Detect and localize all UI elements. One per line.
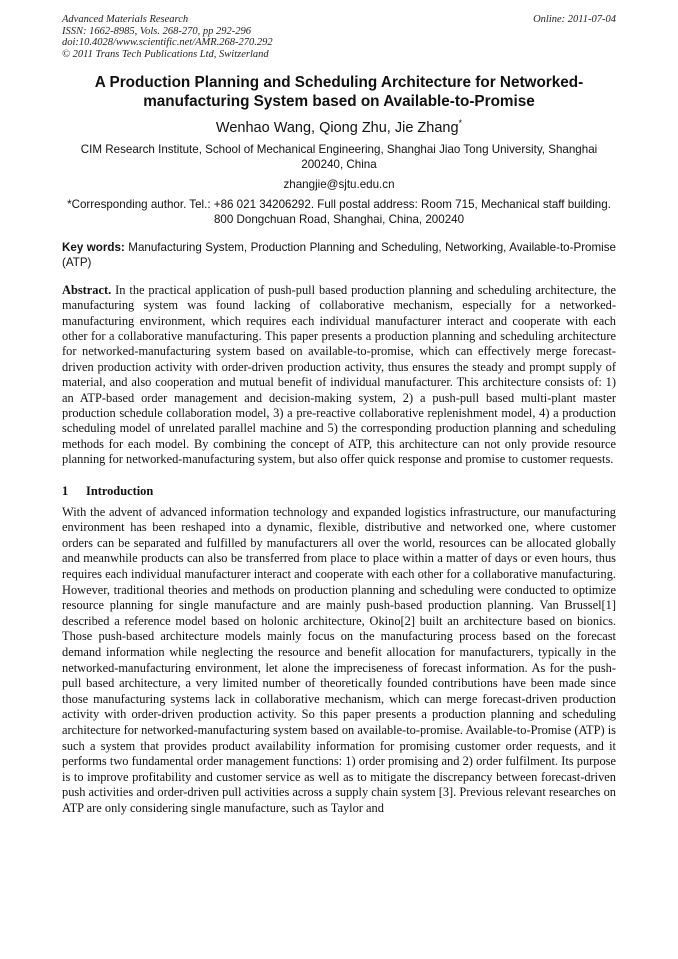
copyright-line: © 2011 Trans Tech Publications Ltd, Switzerland bbox=[62, 48, 269, 60]
keywords-text: Manufacturing System, Production Planning and Scheduling, Networking, Available-to-Promise (ATP) bbox=[62, 240, 616, 269]
corresponding-mark: * bbox=[458, 118, 463, 128]
section-title: Introduction bbox=[86, 483, 154, 498]
journal-name: Advanced Materials Research bbox=[62, 14, 189, 25]
issn-line: ISSN: 1662-8985, Vols. 268-270, pp 292-296 bbox=[62, 25, 251, 37]
doi-line: doi:10.4028/www.scientific.net/AMR.268-270.292 bbox=[62, 37, 273, 48]
section-heading bbox=[62, 483, 616, 499]
abstract bbox=[62, 283, 616, 468]
affiliation: CIM Research Institute, School of Mechanical Engineering, Shanghai Jiao Tong University, Shanghai 200240, China bbox=[80, 142, 598, 171]
introduction-paragraph: With the advent of advanced information technology and expanded logistics infrastructure, our manufacturing environment has been reshaped into a dynamic, flexible, distributive and networked one, where customer orders can be separated and fulfilled by manufacturers all over the world, resources can be allocated globally and meanwhile products can also be transferred from place to place within a matter of days or even hours, thus requires each individual manufacturer interact and cooperate with each other for a collaborative manufacturing. However, traditional theories and methods on production planning and scheduling were conducted to optimize resource planning for single manufacture and are mainly push-based production planning. Van Brussel[1] described a reference model based on holonic architecture, Okino[2] built an architecture based on bionics. Those push-based architecture models mainly focus on the manufacturing process based on the forecast demand information while neglecting the resource and benefit allocation for manufacturers, typically in the networked-manufacturing environment, let alone the impreciseness of forecast information. As for the push-pull based architecture, a very limited number of theoretically founded contributions have been made since those manufacturing systems lack in collaborative mechanism, which can merge forecast-driven production activity with order-driven production activity. So this paper presents a production planning and scheduling architecture for networked-manufacturing system based on available-to-promise. Available-to-Promise (ATP) is such a system that provides product availability information for promising customer order requests, and it performs two fundamental order management functions: 1) order promising and 2) order fulfilment. Its purpose is to improve profitability and customer service as well as to mitigate the discrepancy between forecast-driven push activities and order-driven pull activities across a supply chain system [3]. Previous relevant researches on ATP are only considering single manufacture, such as Taylor and bbox=[62, 504, 616, 815]
abstract-label: Abstract. bbox=[62, 282, 112, 297]
journal-header bbox=[62, 14, 616, 60]
paper-page bbox=[62, 14, 616, 817]
abstract-text: In the practical application of push-pull based production planning and scheduling architecture, the manufacturing system was found lacking of collaborative mechanism, especially for a networked-manufacturing environment, which requires each individual manufacturer interact and cooperate with each other for a collaborative manufacturing. This paper presents a production planning and scheduling architecture for networked-manufacturing system based on available-to-promise, which can effectively merge forecast-driven production activity with order-driven production activity, thus ensures the steady and prompt supply of material, and also cooperation and mutual benefit of individual manufacturer. This architecture consists of: 1) an ATP-based order management and decision-making system, 2) a push-pull based multi-plant master production schedule collaboration model, 3) a pre-reactive collaborative replenishment model, 4) a production scheduling model of unrelated parallel machine and 5) the corresponding production planning and scheduling methods for each model. By combining the concept of ATP, this architecture can not only provide resource planning for networked-manufacturing system, but also offer quick response and promise to customer requests. bbox=[62, 282, 616, 467]
keywords-label: Key words: bbox=[62, 240, 125, 254]
author-names: Wenhao Wang, Qiong Zhu, Jie Zhang bbox=[215, 119, 459, 136]
author-list bbox=[62, 114, 616, 137]
paper-title: A Production Planning and Scheduling Architecture for Networked-manufacturing System based on Available-to-Promise bbox=[94, 74, 584, 110]
section-number: 1 bbox=[62, 483, 69, 498]
author-email: zhangjie@sjtu.edu.cn bbox=[283, 177, 395, 191]
keywords bbox=[62, 240, 616, 270]
corresponding-author-note: *Corresponding author. Tel.: +86 021 34206292. Full postal address: Room 715, Mechanical staff building. 800 Dongchuan Road, Shanghai, China, 200240 bbox=[67, 197, 611, 226]
online-date: Online: 2011-07-04 bbox=[533, 14, 616, 25]
